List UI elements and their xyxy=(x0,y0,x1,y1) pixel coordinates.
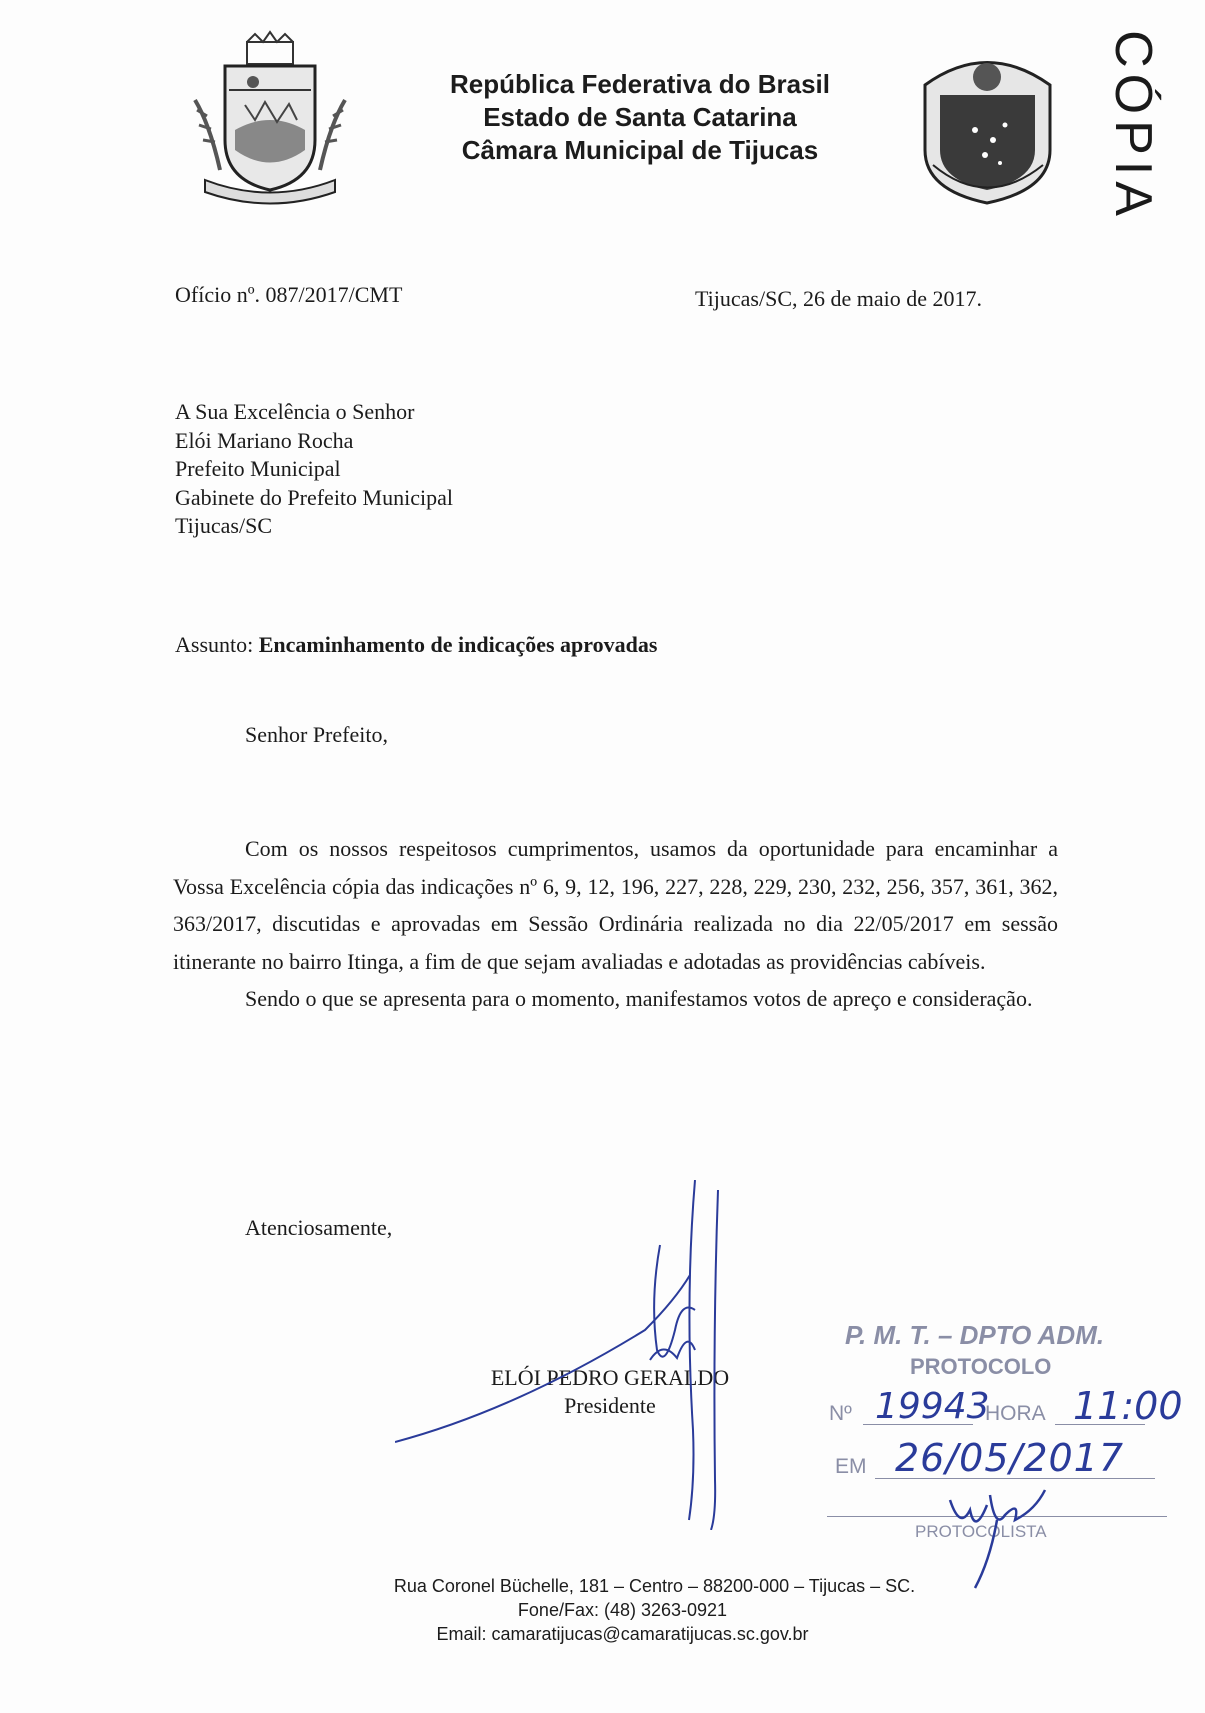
letter-date: Tijucas/SC, 26 de maio de 2017. xyxy=(695,286,983,311)
addressee-line: Gabinete do Prefeito Municipal xyxy=(175,484,453,510)
addressee-line: Elói Mariano Rocha xyxy=(175,427,354,453)
letterhead-country: República Federativa do Brasil xyxy=(449,69,830,99)
letter-body xyxy=(173,830,1058,1018)
copy-mark-text: CÓPIA xyxy=(1104,30,1162,222)
stamp-number-label: Nº xyxy=(829,1402,852,1425)
addressee-block xyxy=(175,398,453,541)
letterhead-state: Estado de Santa Catarina xyxy=(483,102,797,132)
footer-phone: Fone/Fax: (48) 3263-0921 xyxy=(517,1600,728,1620)
salutation: Senhor Prefeito, xyxy=(245,722,388,747)
closing: Atenciosamente, xyxy=(245,1215,393,1240)
addressee-line: A Sua Excelência o Senhor xyxy=(175,399,415,424)
addressee-line: Tijucas/SC xyxy=(175,513,273,538)
stamp-date-label: EM xyxy=(835,1455,867,1478)
stamp-footer-label: PROTOCOLISTA xyxy=(915,1522,1047,1541)
letterhead xyxy=(380,68,900,167)
stamp-hour-value: 11:00 xyxy=(1073,1384,1183,1428)
signer-name: ELÓI PEDRO GERALDO xyxy=(490,1365,730,1390)
footer-email: Email: camaratijucas@camaratijucas.sc.gov.br xyxy=(436,1624,809,1644)
stamp-department: P. M. T. – DPTO ADM. xyxy=(845,1320,1105,1350)
stamp-number-value: 19943 xyxy=(875,1386,990,1427)
stamp-date-value: 26/05/2017 xyxy=(895,1436,1125,1480)
signer-title: Presidente xyxy=(564,1393,656,1418)
legislative-seal-icon xyxy=(915,45,1060,205)
stamp-hour-label: HORA xyxy=(985,1402,1046,1425)
letter-reference: Ofício nº. 087/2017/CMT xyxy=(175,282,403,307)
addressee-line: Prefeito Municipal xyxy=(175,456,341,481)
subject-label: Assunto: xyxy=(175,632,254,657)
municipal-coat-of-arms-icon xyxy=(185,30,355,210)
body-paragraph-2: Sendo o que se apresenta para o momento, manifestamos votos de apreço e consideração. xyxy=(245,986,1033,1011)
protocol-stamp xyxy=(815,1320,1183,1550)
stamp-title: PROTOCOLO xyxy=(910,1354,1052,1379)
subject-text: Encaminhamento de indicações aprovadas xyxy=(258,632,658,657)
subject-line xyxy=(175,632,657,658)
letterhead-institution: Câmara Municipal de Tijucas xyxy=(461,135,819,165)
body-paragraph-1: Com os nossos respeitosos cumprimentos, usamos da oportunidade para encaminhar a Vossa Excelência cópia das indicações nº 6, 9, 12, 196, 227, 228, 229, 230, 232, 256, 357, 361, 362, 363/2017, discutidas e aprovadas em Sessão Ordinária realizada no dia 22/05/2017 em sessão itinerante no bairro Itinga, a fim de que sejam avaliadas e adotadas as providências cabíveis. xyxy=(173,836,1058,974)
handwritten-signature xyxy=(395,1180,775,1530)
footer-address: Rua Coronel Büchelle, 181 – Centro – 88200-000 – Tijucas – SC. xyxy=(393,1576,916,1596)
protocolist-initials xyxy=(945,1470,1055,1590)
copy-mark xyxy=(1103,26,1163,226)
